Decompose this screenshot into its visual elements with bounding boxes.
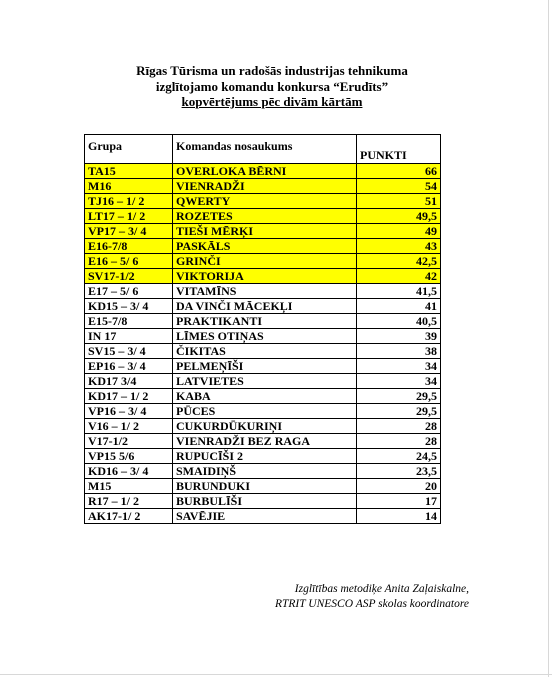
cell-points: 41,5 [357,284,441,299]
cell-group: EP16 – 3/ 4 [85,359,173,374]
page-edge-right [548,0,549,677]
cell-team-name: PASKĀLS [173,239,357,254]
header-team-name: Komandas nosaukums [173,135,357,164]
cell-team-name: OVERLOKA BĒRNI [173,164,357,179]
cell-team-name: LĪMES OTIŅAS [173,329,357,344]
cell-group: E17 – 5/ 6 [85,284,173,299]
cell-group: SV15 – 3/ 4 [85,344,173,359]
results-table [84,134,441,524]
cell-points: 23,5 [357,464,441,479]
title-line-3: kopvērtējums pēc divām kārtām [181,94,363,109]
table-row [85,494,441,509]
cell-points: 49 [357,224,441,239]
cell-team-name: PRAKTIKANTI [173,314,357,329]
table-row [85,254,441,269]
cell-group: V17-1/2 [85,434,173,449]
cell-points: 54 [357,179,441,194]
signature-block [275,582,469,612]
cell-group: IN 17 [85,329,173,344]
cell-points: 24,5 [357,449,441,464]
cell-group: LT17 – 1/ 2 [85,209,173,224]
title-line-1: Rīgas Tūrisma un radošās industrijas tehnikuma [136,63,408,78]
cell-points: 41 [357,299,441,314]
cell-group: M15 [85,479,173,494]
cell-group: E16 – 5/ 6 [85,254,173,269]
cell-team-name: VITAMĪNS [173,284,357,299]
cell-team-name: BURUNDUKI [173,479,357,494]
table-row [85,464,441,479]
cell-points: 28 [357,419,441,434]
signature-line-2: RTRIT UNESCO ASP skolas koordinatore [274,598,469,610]
cell-group: TJ16 – 1/ 2 [85,194,173,209]
table-row [85,374,441,389]
cell-team-name: CUKURDŪKURIŅI [173,419,357,434]
cell-group: KD17 – 1/ 2 [85,389,173,404]
cell-group: AK17-1/ 2 [85,509,173,524]
cell-points: 38 [357,344,441,359]
table-row [85,269,441,284]
cell-team-name: SAVĒJIE [173,509,357,524]
cell-points: 20 [357,479,441,494]
cell-group: SV17-1/2 [85,269,173,284]
table-row [85,359,441,374]
cell-group: KD17 3/4 [85,374,173,389]
cell-team-name: VIENRADŽI [173,179,357,194]
cell-points: 49,5 [357,209,441,224]
table-header-row [85,135,441,164]
cell-points: 29,5 [357,389,441,404]
table-row [85,419,441,434]
table-body [85,164,441,524]
cell-group: KD16 – 3/ 4 [85,464,173,479]
table-row [85,449,441,464]
cell-points: 51 [357,194,441,209]
cell-points: 40,5 [357,314,441,329]
table-row [85,314,441,329]
cell-group: V16 – 1/ 2 [85,419,173,434]
cell-group: E15-7/8 [85,314,173,329]
cell-points: 42,5 [357,254,441,269]
cell-group: VP15 5/6 [85,449,173,464]
cell-points: 34 [357,374,441,389]
cell-team-name: ROZETES [173,209,357,224]
page-edge-bottom [0,674,552,675]
header-group: Grupa [85,135,173,164]
cell-group: VP16 – 3/ 4 [85,404,173,419]
cell-group: M16 [85,179,173,194]
title-line-2: izglītojamo komandu konkursa “Erudīts” [155,78,389,94]
cell-team-name: GRINČI [173,254,357,269]
cell-points: 28 [357,434,441,449]
table-row [85,299,441,314]
cell-team-name: DA VINČI MĀCEKĻI [173,299,357,314]
table-row [85,209,441,224]
cell-team-name: VIENRADŽI BEZ RAGA [173,434,357,449]
table-row [85,179,441,194]
cell-team-name: SMAIDIŅŠ [173,464,357,479]
cell-group: KD15 – 3/ 4 [85,299,173,314]
table-row [85,509,441,524]
cell-group: VP17 – 3/ 4 [85,224,173,239]
cell-points: 14 [357,509,441,524]
cell-group: TA15 [85,164,173,179]
cell-team-name: QWERTY [173,194,357,209]
cell-group: E16-7/8 [85,239,173,254]
cell-team-name: ČIKITAS [173,344,357,359]
cell-team-name: PŪCES [173,404,357,419]
cell-group: R17 – 1/ 2 [85,494,173,509]
table-row [85,224,441,239]
document-title [0,63,548,110]
table-row [85,164,441,179]
signature-line-1: Izglītības metodiķe Anita Zaļaiskalne, [294,583,469,595]
cell-team-name: TIEŠI MĒRĶI [173,224,357,239]
cell-team-name: PELMEŅĪŠI [173,359,357,374]
cell-points: 42 [357,269,441,284]
cell-points: 39 [357,329,441,344]
cell-team-name: KABA [173,389,357,404]
cell-team-name: RUPUCĪŠI 2 [173,449,357,464]
cell-team-name: BURBULĪŠI [173,494,357,509]
table-row [85,389,441,404]
cell-points: 29,5 [357,404,441,419]
cell-team-name: LATVIETES [173,374,357,389]
cell-team-name: VIKTORIJA [173,269,357,284]
header-points: PUNKTI [357,135,441,164]
table-row [85,329,441,344]
table-row [85,479,441,494]
cell-points: 43 [357,239,441,254]
table-row [85,404,441,419]
table-row [85,194,441,209]
table-row [85,434,441,449]
cell-points: 17 [357,494,441,509]
table-row [85,239,441,254]
table-row [85,344,441,359]
cell-points: 34 [357,359,441,374]
table-row [85,284,441,299]
cell-points: 66 [357,164,441,179]
